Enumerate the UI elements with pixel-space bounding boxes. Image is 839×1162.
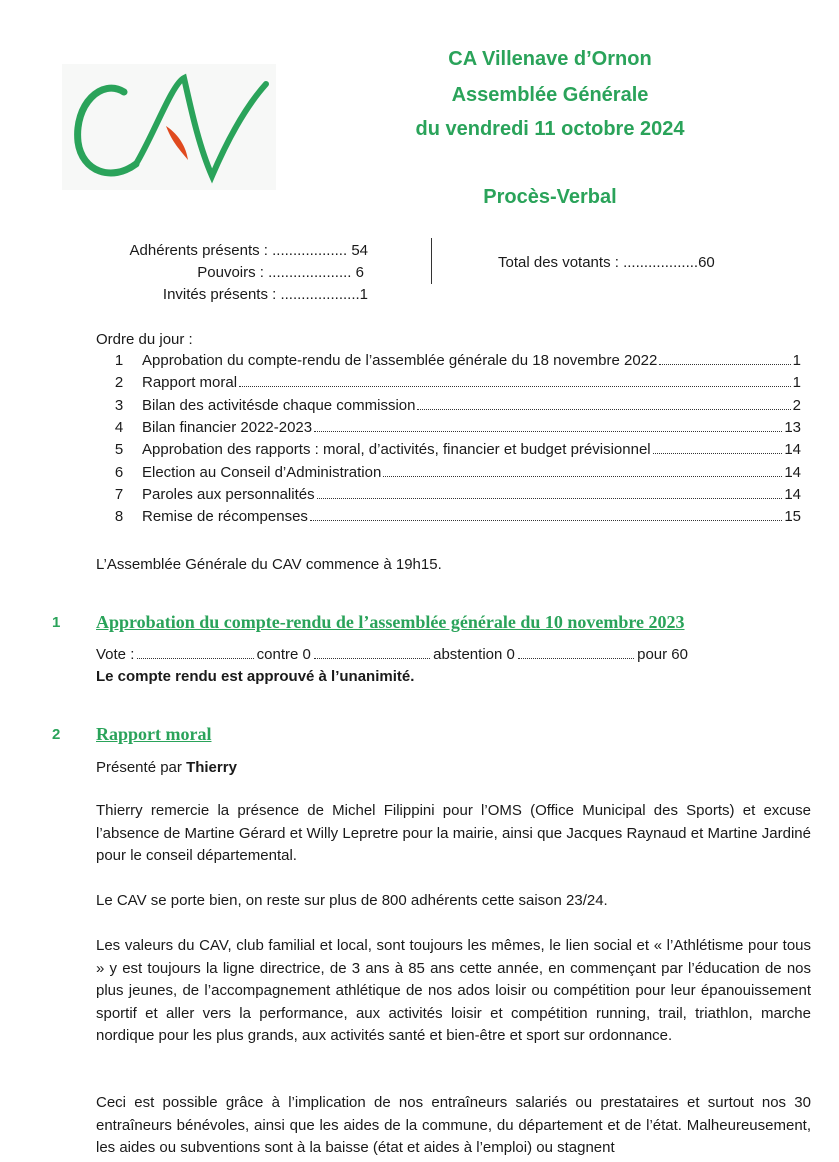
logo: [62, 64, 276, 190]
presenter-line: Présenté par Thierry: [96, 759, 237, 776]
agenda-item-label: Bilan financier 2022-2023: [142, 418, 313, 436]
agenda-item-number: 8: [114, 508, 124, 526]
total-voters-row: Total des votants : ..................60: [498, 254, 715, 271]
leader-dots: [310, 520, 782, 521]
agenda-item-number: 3: [114, 396, 124, 414]
agenda-item-label: Rapport moral: [142, 374, 238, 392]
section-2-title[interactable]: Rapport moral: [96, 724, 212, 744]
document-subtitle: Procès-Verbal: [483, 186, 617, 208]
section-1-title[interactable]: Approbation du compte-rendu de l’assemblée générale du 10 novembre 2023: [96, 612, 685, 632]
leader-dots: [314, 431, 782, 432]
leader-dots: [659, 364, 790, 365]
agenda-item[interactable]: [96, 419, 801, 441]
agenda-item-page: 14: [784, 485, 801, 503]
members-present-row: Adhérents présents : .................. 54: [129, 242, 368, 259]
agenda-item[interactable]: [96, 441, 801, 463]
leader-dots: [417, 409, 790, 410]
vote-against: contre 0: [256, 646, 311, 663]
agenda-item[interactable]: [96, 486, 801, 508]
agenda-item-label: Election au Conseil d’Administration: [142, 463, 382, 481]
meeting-date: du vendredi 11 octobre 2024: [415, 118, 685, 140]
guests-row: Invités présents : ...................1: [162, 286, 368, 303]
agenda-item-page: 2: [792, 396, 801, 414]
club-name: CA Villenave d’Ornon: [448, 48, 652, 70]
agenda-item-page: 1: [792, 374, 801, 392]
agenda-item[interactable]: [96, 508, 801, 530]
logo-graphic: [62, 64, 276, 190]
agenda-heading: Ordre du jour :: [96, 331, 193, 348]
vertical-divider: [431, 238, 432, 284]
section-2-number: 2: [52, 726, 61, 743]
agenda-item-number: 6: [114, 463, 124, 481]
agenda-item-page: 1: [792, 352, 801, 369]
leader-dots: [239, 386, 791, 387]
section-1-number: 1: [52, 614, 61, 631]
agenda-item-label: Remise de récompenses: [142, 508, 308, 526]
proxies-row: Pouvoirs : .................... 6: [197, 264, 364, 281]
agenda-item-label: Bilan des activitésde chaque commission: [142, 396, 416, 414]
paragraph-values: Les valeurs du CAV, club familial et local, sont toujours les mêmes, le lien social et « l’Athlétisme pour tous » y est toujours la ligne directrice, de 3 ans à 85 ans cette année, en commençant par l’éducation de nos plus jeunes, de l’accompagnement athlétique de nos ados loisir ou compétition pour leur épanouissement sportif et aller vers la performance, aux activités loisir et compétition running, trail, triathlon, marche nordique pour les plus grands, aux activités santé et bien-être et sport sur ordonnance.: [96, 937, 811, 1045]
vote-line: [96, 646, 688, 663]
agenda-item-number: 4: [114, 418, 124, 436]
agenda-item[interactable]: [96, 352, 801, 374]
agenda-item-number: 2: [114, 374, 124, 392]
presenter-name: Thierry: [186, 759, 237, 776]
agenda-item-number: 1: [114, 352, 124, 369]
paragraph-membership: Le CAV se porte bien, on reste sur plus de 800 adhérents cette saison 23/24.: [96, 892, 608, 909]
agenda-item-number: 7: [114, 485, 124, 503]
vote-result: Le compte rendu est approuvé à l’unanimité.: [96, 668, 415, 685]
agenda-item-page: 13: [784, 418, 801, 436]
intro-text: L’Assemblée Générale du CAV commence à 19h15.: [96, 556, 442, 573]
agenda-item-page: 14: [784, 463, 801, 481]
agenda-item-label: Approbation des rapports : moral, d’activités, financier et budget prévisionnel: [142, 441, 651, 459]
agenda-item-label: Approbation du compte-rendu de l’assemblée générale du 18 novembre 2022: [142, 352, 658, 369]
vote-label: Vote :: [96, 646, 135, 663]
paragraph-funding: Ceci est possible grâce à l’implication de nos entraîneurs salariés ou prestataires et surtout nos 30 entraîneurs bénévoles, ainsi que les aides de la commune, du département et de l’état. Malheureusement, les aides ou subventions sont à la baisse (état et aides à l’emploi) ou stagnent: [96, 1094, 811, 1157]
agenda-item-number: 5: [114, 441, 124, 459]
attendance-block: [96, 242, 368, 308]
agenda-item[interactable]: [96, 397, 801, 419]
vote-for: pour 60: [637, 646, 688, 663]
agenda-item-page: 14: [784, 441, 801, 459]
agenda-item-page: 15: [784, 508, 801, 526]
paragraph-thanks: Thierry remercie la présence de Michel Filippini pour l’OMS (Office Municipal des Sports) et excuse l’absence de Martine Gérard et Willy Lepretre pour la mairie, ainsi que Jacques Raynaud et Martine Jardiné pour le conseil départemental.: [96, 802, 811, 865]
agenda-item[interactable]: [96, 374, 801, 396]
leader-dots: [383, 476, 782, 477]
agenda-item-label: Paroles aux personnalités: [142, 485, 315, 503]
agenda-item[interactable]: [96, 464, 801, 486]
logo-text: [276, 64, 277, 65]
vote-abstention: abstention 0: [433, 646, 515, 663]
leader-dots: [317, 498, 783, 499]
meeting-title: Assemblée Générale: [451, 84, 649, 106]
leader-dots: [653, 453, 783, 454]
